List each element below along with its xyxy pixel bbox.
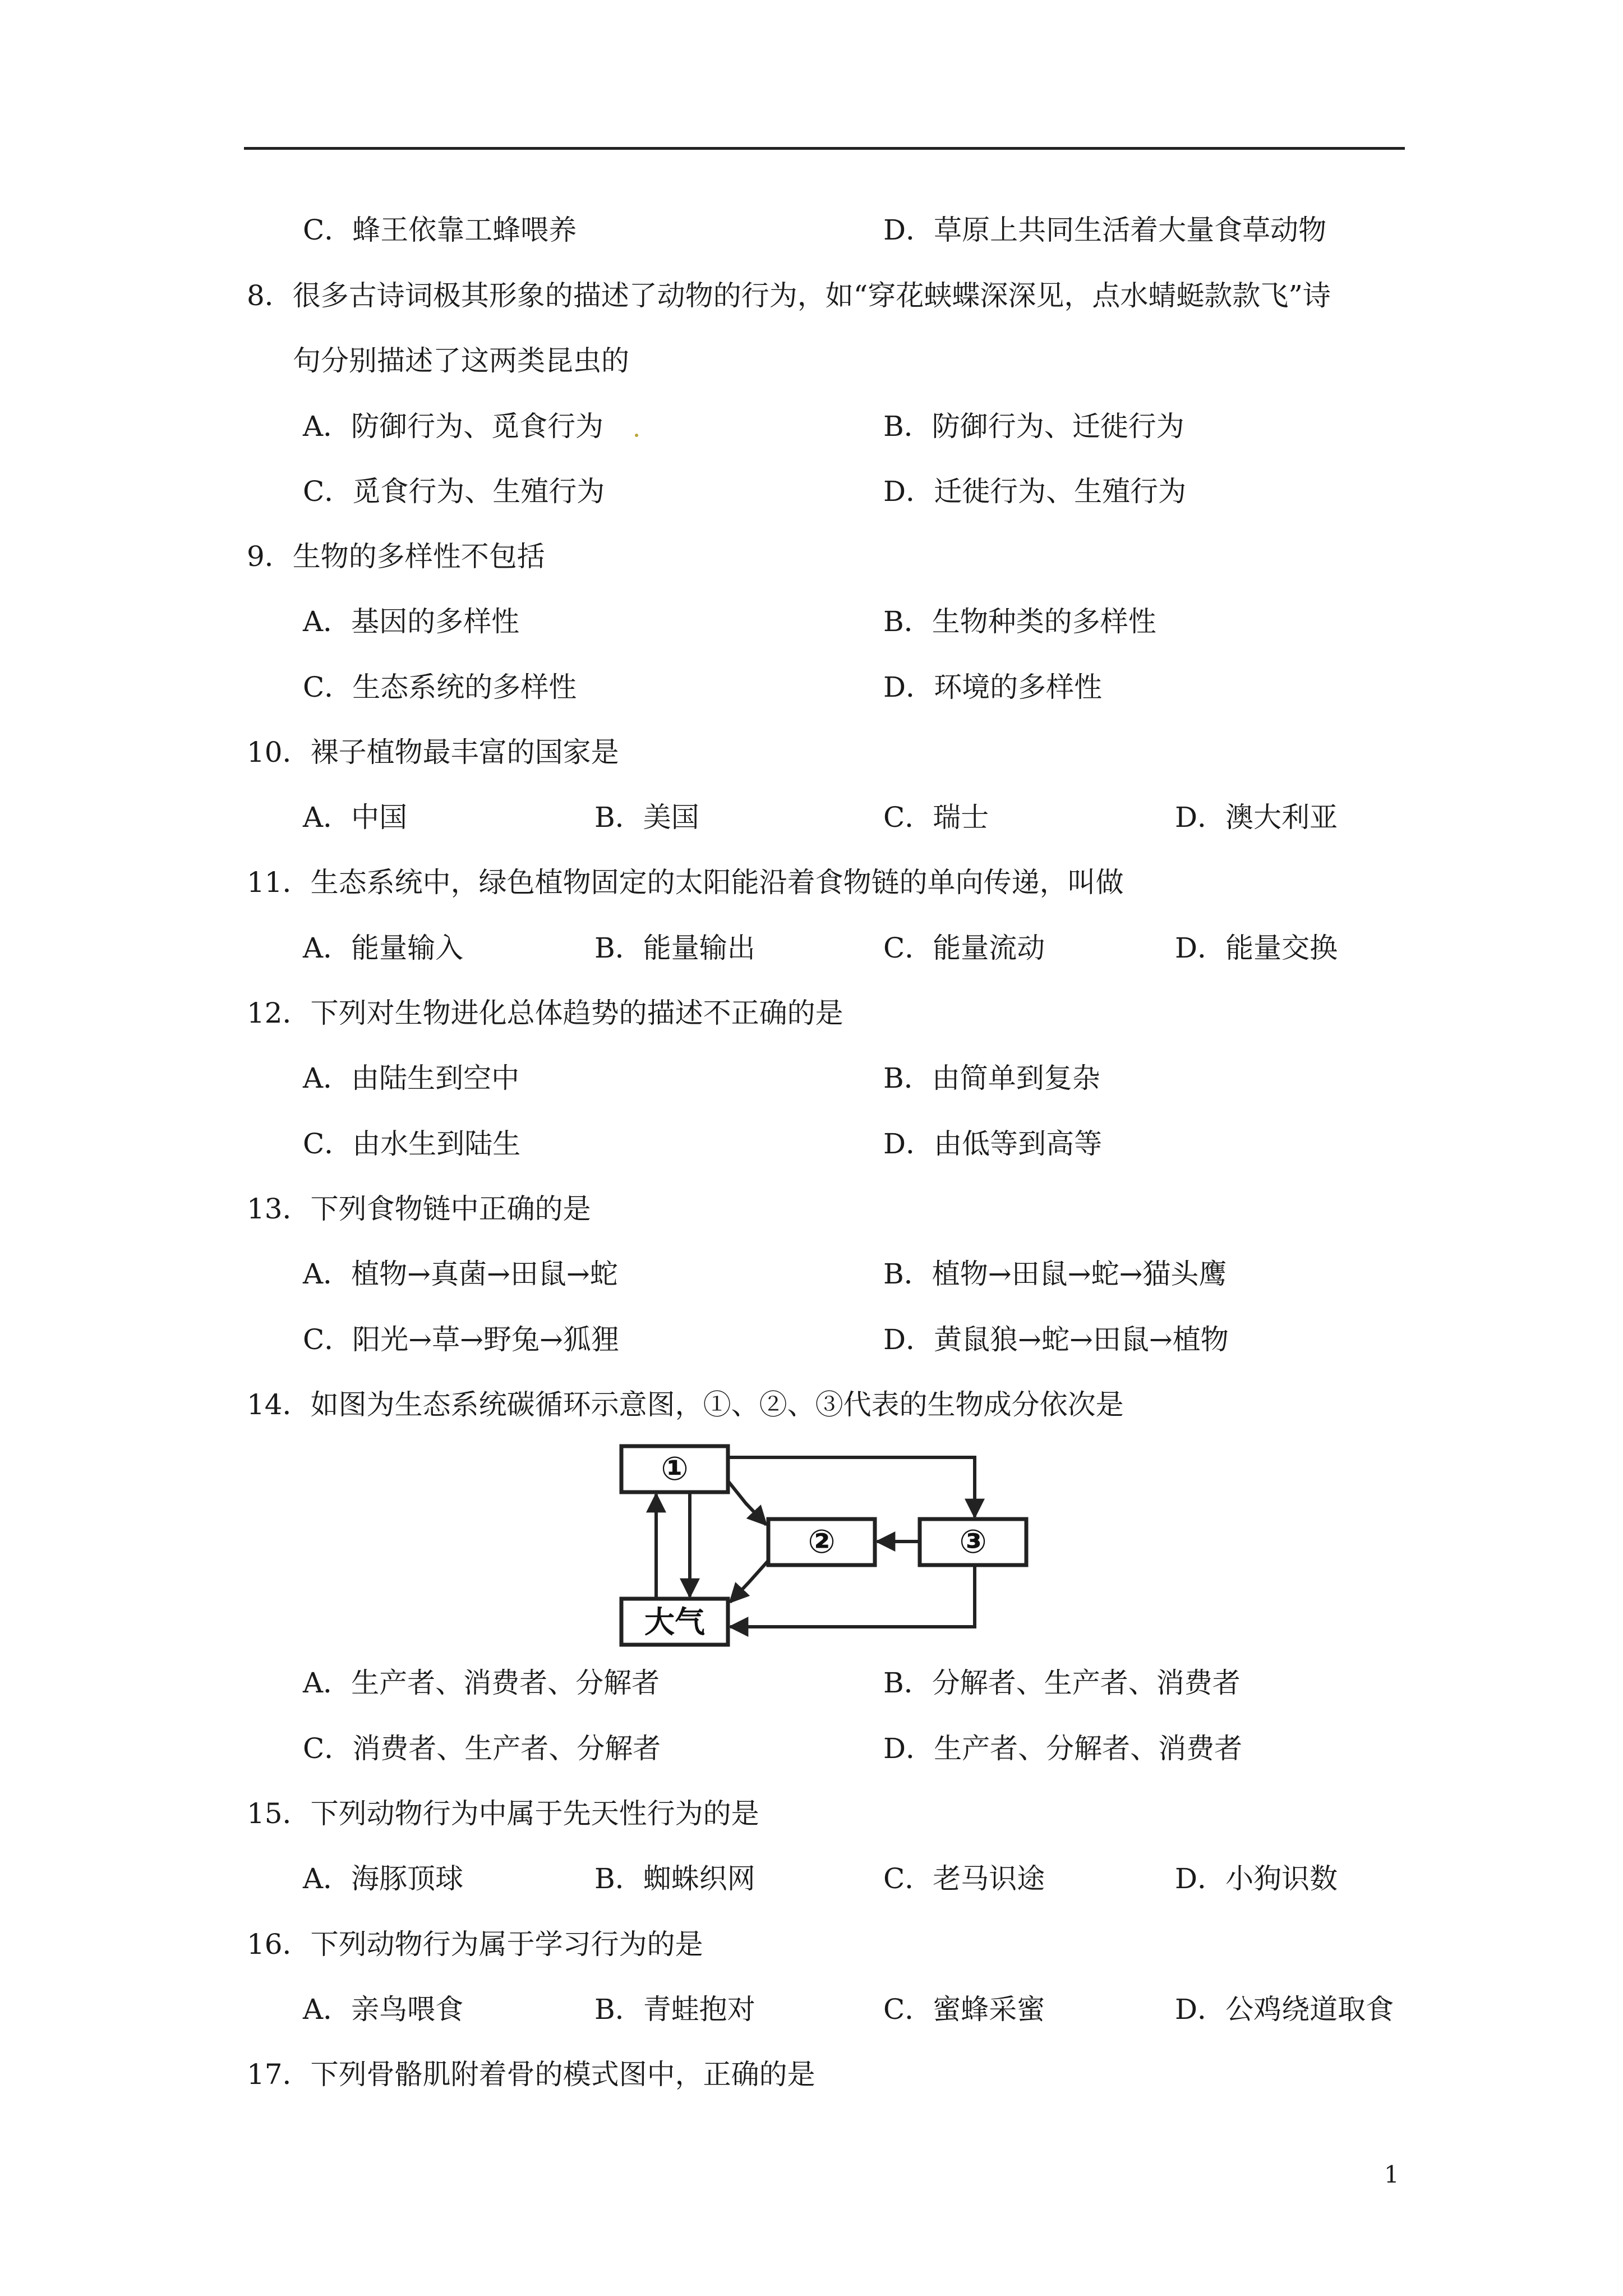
q11-option-d: D．能量交换 [1175, 932, 1338, 964]
q11-option-c: C．能量流动 [883, 932, 1045, 964]
q15-option-a: A．海豚顶球 [303, 1862, 464, 1895]
arrow-1-to-3 [728, 1457, 975, 1517]
arrow-3-to-atmosphere [730, 1565, 975, 1627]
scan-speck [635, 434, 638, 437]
q16-option-c: C．蜜蜂采蜜 [883, 1993, 1045, 2026]
q8-option-b: B．防御行为、迁徙行为 [883, 410, 1184, 443]
q12-stem: 12．下列对生物进化总体趋势的描述不正确的是 [247, 997, 843, 1029]
q8-option-a: A．防御行为、觅食行为 [303, 410, 604, 443]
arrow-2-to-atmosphere [730, 1561, 768, 1602]
q9-option-b: B．生物种类的多样性 [883, 605, 1156, 638]
carbon-cycle-diagram [617, 1442, 1038, 1655]
q15-option-b: B．蜘蛛织网 [594, 1862, 755, 1895]
label-box-2: ② [808, 1522, 836, 1561]
q8-option-c: C．觅食行为、生殖行为 [303, 475, 605, 508]
q17-stem: 17．下列骨骼肌附着骨的模式图中，正确的是 [247, 2058, 815, 2091]
q14-option-a: A．生产者、消费者、分解者 [303, 1667, 660, 1699]
q11-stem: 11．生态系统中，绿色植物固定的太阳能沿着食物链的单向传递，叫做 [247, 866, 1124, 899]
q15-option-c: C．老马识途 [883, 1862, 1045, 1895]
q13-stem: 13．下列食物链中正确的是 [247, 1193, 591, 1225]
arrow-1-to-2 [728, 1481, 766, 1525]
q7-option-d: D．草原上共同生活着大量食草动物 [883, 214, 1327, 246]
q16-stem: 16．下列动物行为属于学习行为的是 [247, 1928, 703, 1961]
q14-stem: 14．如图为生态系统碳循环示意图，①、②、③代表的生物成分依次是 [247, 1388, 1124, 1421]
q11-option-a: A．能量输入 [303, 932, 464, 964]
q10-option-d: D．澳大利亚 [1175, 801, 1338, 834]
q10-option-b: B．美国 [594, 801, 699, 834]
label-box-3: ③ [959, 1522, 987, 1561]
q12-option-d: D．由低等到高等 [883, 1128, 1103, 1160]
q9-option-c: C．生态系统的多样性 [303, 671, 577, 703]
label-atmosphere: 大气 [644, 1604, 705, 1640]
q14-option-d: D．生产者、分解者、消费者 [883, 1732, 1243, 1765]
q9-option-a: A．基因的多样性 [303, 605, 520, 638]
q12-option-b: B．由简单到复杂 [883, 1062, 1100, 1094]
q16-option-a: A．亲鸟喂食 [303, 1993, 464, 2026]
q14-option-b: B．分解者、生产者、消费者 [883, 1667, 1241, 1699]
q12-option-a: A．由陆生到空中 [303, 1062, 520, 1094]
q11-option-b: B．能量输出 [594, 932, 755, 964]
q9-option-d: D．环境的多样性 [883, 671, 1103, 703]
q10-stem: 10．裸子植物最丰富的国家是 [247, 736, 619, 769]
q14-option-c: C．消费者、生产者、分解者 [303, 1732, 661, 1765]
q15-stem: 15．下列动物行为中属于先天性行为的是 [247, 1797, 759, 1830]
q12-option-c: C．由水生到陆生 [303, 1128, 521, 1160]
q13-option-c: C．阳光→草→野兔→狐狸 [303, 1323, 619, 1356]
q7-option-c: C．蜂王依靠工蜂喂养 [303, 214, 577, 246]
q16-option-d: D．公鸡绕道取食 [1175, 1993, 1394, 2026]
q15-option-d: D．小狗识数 [1175, 1862, 1338, 1895]
q8-stem: 8．很多古诗词极其形象的描述了动物的行为，如“穿花蛱蝶深深见，点水蜻蜓款款飞”诗 [247, 279, 1331, 312]
page-number: 1 [1384, 2161, 1399, 2188]
q16-option-b: B．青蛙抱对 [594, 1993, 755, 2026]
q13-option-d: D．黄鼠狼→蛇→田鼠→植物 [883, 1323, 1229, 1356]
q13-option-a: A．植物→真菌→田鼠→蛇 [303, 1258, 618, 1290]
q10-option-a: A．中国 [303, 801, 408, 834]
q13-option-b: B．植物→田鼠→蛇→猫头鹰 [883, 1258, 1227, 1290]
q10-option-c: C．瑞士 [883, 801, 989, 834]
q8-stem-cont: 句分别描述了这两类昆虫的 [293, 344, 629, 377]
header-rule [244, 147, 1405, 150]
q9-stem: 9．生物的多样性不包括 [247, 540, 545, 573]
label-box-1: ① [661, 1450, 689, 1488]
q8-option-d: D．迁徙行为、生殖行为 [883, 475, 1187, 508]
